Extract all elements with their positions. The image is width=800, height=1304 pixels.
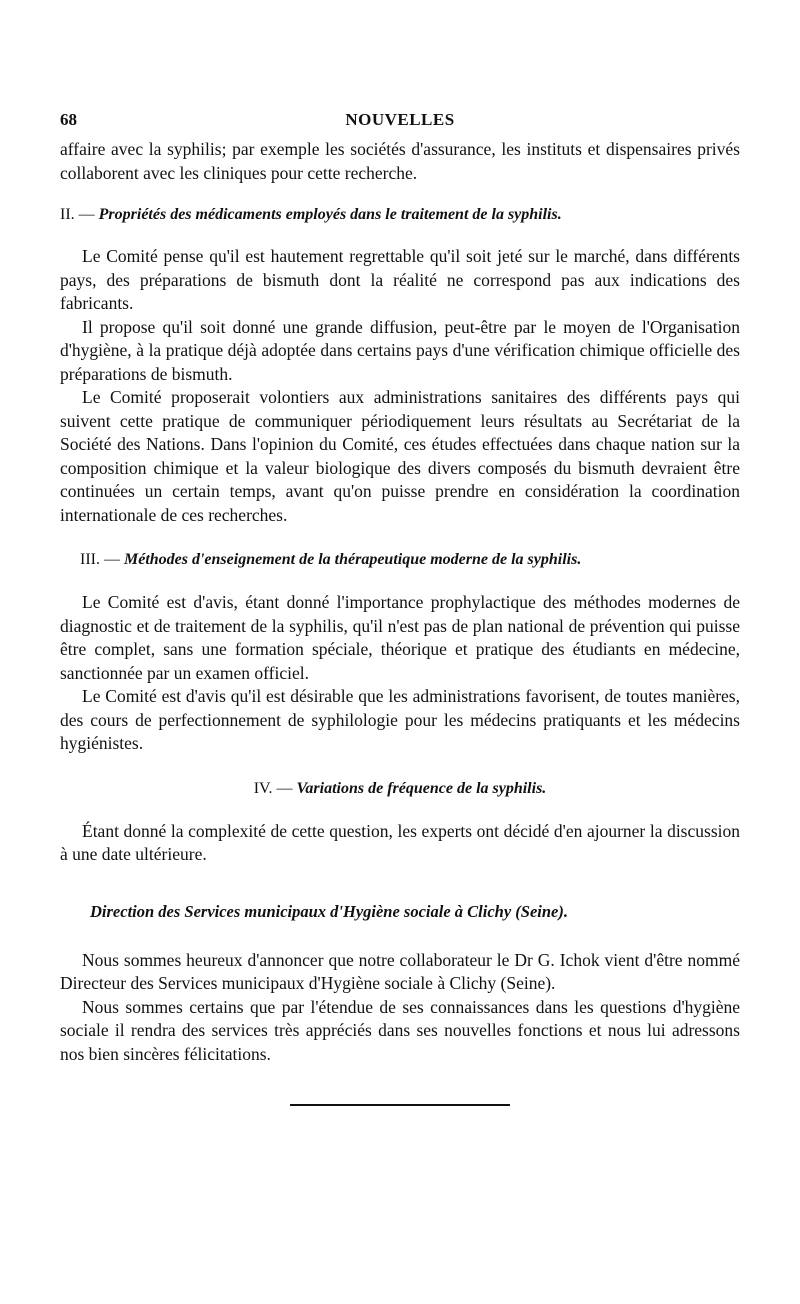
section-2-number: II. — [60, 206, 99, 223]
section-3-paragraph-2: Le Comité est d'avis qu'il est désirable que les administrations favorisent, de toutes manières, des cours de perfectionnement de syphilologie pour les médecins pratiquants et les médecins hygiénistes. [60, 686, 740, 753]
intro-paragraph: affaire avec la syphilis; par exemple les sociétés d'assurance, les instituts et dispensaires privés collaborent avec les cliniques pour cette recherche. [60, 139, 740, 183]
end-rule [290, 1104, 510, 1106]
section-3-title: Méthodes d'enseignement de la thérapeutique moderne de la syphilis. [123, 551, 582, 568]
section-2-heading [60, 204, 740, 226]
section-3-heading [60, 549, 740, 571]
page-number: 68 [60, 110, 77, 129]
direction-paragraph-1: Nous sommes heureux d'annoncer que notre collaborateur le Dr G. Ichok vient d'être nommé Directeur des Services municipaux d'Hygiène sociale à Clichy (Seine). [60, 949, 740, 993]
page-content [60, 110, 740, 1106]
section-4-title: Variations de fréquence de la syphilis. [296, 779, 547, 797]
section-4-number: IV. — [253, 779, 297, 797]
section-4-paragraph-1: Étant donné la complexité de cette question, les experts ont décidé d'en ajourner la discussion à une date ultérieure. [60, 820, 740, 864]
section-3-number: III. — [80, 551, 124, 568]
section-2-title: Propriétés des médicaments employés dans le traitement de la syphilis. [98, 206, 562, 223]
section-2-paragraph-1: Le Comité pense qu'il est hautement regrettable qu'il soit jeté sur le marché, dans différents pays, des préparations de bismuth dont la réalité ne correspond pas aux indications des fabricants. [60, 246, 740, 313]
section-4-heading [60, 778, 740, 800]
running-header [60, 110, 740, 138]
section-2-paragraph-2: Il propose qu'il soit donné une grande diffusion, peut-être par le moyen de l'Organisation d'hygiène, à la pratique déjà adoptée dans certains pays d'une vérification chimique officielle des préparations de bismuth. [60, 316, 740, 384]
section-3-paragraph-1: Le Comité est d'avis, étant donné l'importance prophylactique des méthodes modernes de diagnostic et de traitement de la syphilis, qu'il n'est pas de plan national de prévention qui puisse être complet, sans une formation spéciale, théorique et pratique des étudiants en médecine, sanctionnée par un examen officiel. [60, 592, 740, 683]
direction-paragraph-2: Nous sommes certains que par l'étendue de ses connaissances dans les questions d'hygiène sociale il rendra des services très appréciés dans ses nouvelles fonctions et nous lui adressons nos bien sincères félicitations. [60, 996, 740, 1064]
section-2-paragraph-3: Le Comité proposerait volontiers aux administrations sanitaires des différents pays qui suivent cette pratique de communiquer périodiquement leurs résultats au Secrétariat de la Société des Nations. Dans l'opinion du Comité, ces études effectuées dans chaque nation sur la composition chimique et la valeur biologique des divers composés du bismuth devraient être continuées un certain temps, avant qu'on puisse prendre en considération la coordination internationale de ces recherches. [60, 387, 740, 525]
running-title: NOUVELLES [345, 110, 455, 129]
direction-heading: Direction des Services municipaux d'Hygiène sociale à Clichy (Seine). [90, 901, 568, 921]
